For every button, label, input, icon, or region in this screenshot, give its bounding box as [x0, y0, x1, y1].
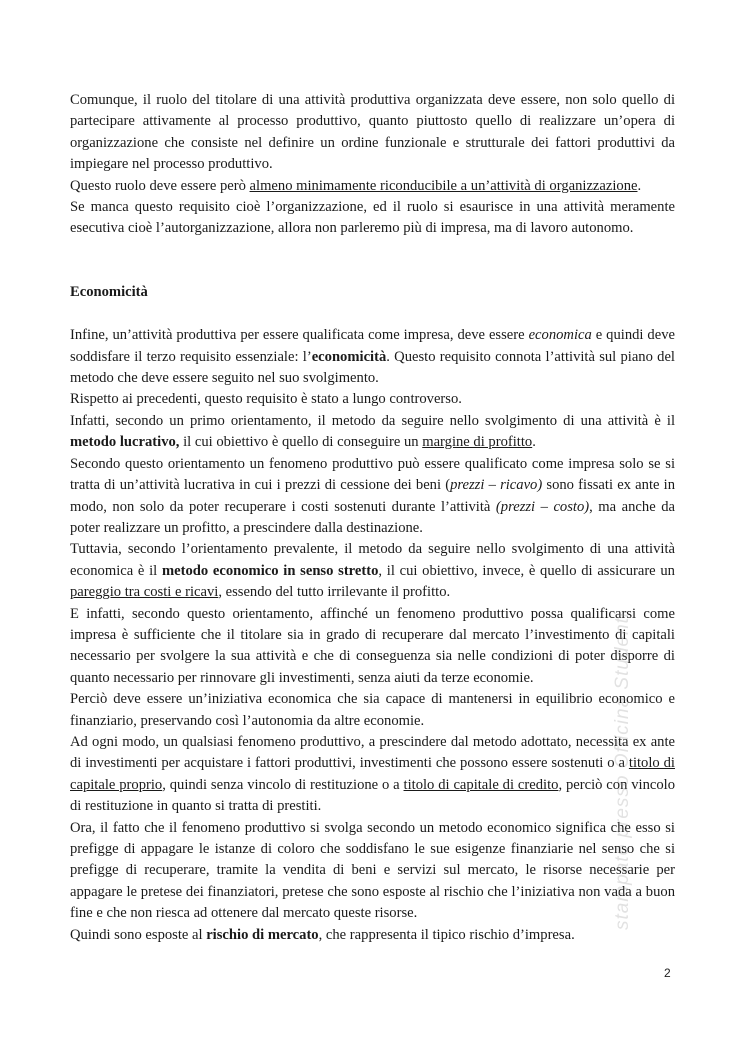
text-span: , ma anche da poter realizzare un profitto, a prescindere dalla destinazione.	[70, 498, 675, 536]
text-span: , perciò con vincolo di restituzione in quanto si tratta di prestiti.	[70, 776, 676, 815]
text-span: , che rappresenta il tipico rischio d’impresa.	[318, 926, 575, 943]
text-span: Tuttavia, secondo l’orientamento prevalente, il metodo da seguire nello svolgimento di una attività economica è il	[70, 541, 675, 579]
paragraph-economicita	[70, 325, 675, 946]
text-span: Infatti, secondo un primo orientamento, il metodo da seguire nello svolgimento di una attività è il	[70, 412, 675, 429]
page-number: 2	[664, 966, 671, 980]
text-span: Perciò deve essere un’iniziativa economica che sia capace di mantenersi in equilibrio economico e finanziario, preservando così l’autonomia da altre economie.	[70, 691, 675, 729]
text-span: e quindi deve soddisfare il terzo requisito essenziale: l’	[70, 327, 675, 365]
bold-text: metodo economico in senso stretto	[161, 562, 379, 579]
underlined-text: pareggio tra costi e ricavi	[70, 584, 219, 601]
bold-text: rischio di mercato	[206, 926, 319, 943]
bold-text: metodo lucrativo,	[70, 434, 180, 451]
text-span: Rispetto ai precedenti, questo requisito è stato a lungo controverso.	[70, 391, 462, 408]
bold-text: economicità	[311, 348, 387, 365]
text-span: Se manca questo requisito cioè l’organizzazione, ed il ruolo si esaurisce in una attività meramente esecutiva cioè l’autorganizzazione, allora non parleremo più di impresa, ma di lavoro autonomo.	[70, 199, 675, 237]
italic-text: prezzi – ricavo)	[450, 477, 543, 494]
text-span: .	[532, 434, 536, 451]
text-span: sono fissati ex ante in modo, non solo da poter recuperare i costi sostenuti durante l’attività	[70, 477, 676, 515]
italic-text: economica	[528, 327, 592, 344]
text-span: il cui obiettivo è quello di conseguire un	[179, 434, 423, 451]
text-span: Ad ogni modo, un qualsiasi fenomeno produttivo, a prescindere dal metodo adottato, necessita ex ante di investimenti per acquistare i fattori produttivi, investimenti che possono essere sostenuti o a	[70, 733, 675, 772]
underlined-text: margine di profitto	[422, 434, 533, 451]
text-span: . Questo requisito connota l’attività sul piano del metodo che deve essere seguito nel suo svolgimento.	[70, 348, 675, 387]
text-span: Ora, il fatto che il fenomeno produttivo si svolga secondo un metodo economico significa che esso si prefigge di appagare le istanze di coloro che soddisfano le sue esigenze finanziarie nel senso che si prefigge di recuperare, tramite la vendita di beni e servizi sul mercato, le risorse necessarie per appagare le pretese dei finanziatori, pretese che sono esposte al rischio che l’iniziativa non vada a buon fine e che non riesca ad ottenere dal mercato queste risorse.	[70, 819, 675, 922]
text-span: , quindi senza vincolo di restituzione o a	[162, 776, 404, 793]
text-span: Questo ruolo deve essere però	[70, 177, 250, 194]
text-span: , essendo del tutto irrilevante il profitto.	[218, 584, 451, 601]
document-page	[70, 90, 675, 946]
underlined-text: titolo di capitale di credito	[403, 776, 559, 793]
text-span: .	[637, 177, 642, 194]
text-span: Comunque, il ruolo del titolare di una attività produttiva organizzata deve essere, non solo quello di partecipare attivamente al processo produttivo, quanto piuttosto quello di realizzare un’opera di organizzazione che consiste nel definire un ordine funzionale e strutturale dei fattori produttivi da impiegare nel processo produttivo.	[70, 92, 675, 173]
text-span: , il cui obiettivo, invece, è quello di assicurare un	[378, 562, 675, 579]
section-heading: Economicità	[70, 283, 148, 300]
underlined-text: titolo di capitale proprio	[70, 755, 675, 793]
watermark: stampato presso Officina Studenti	[612, 611, 633, 930]
text-span: Secondo questo orientamento un fenomeno produttivo può essere qualificato come impresa solo se si tratta di un’attività lucrativa in cui i prezzi di cessione dei beni (	[70, 455, 675, 494]
text-span: Quindi sono esposte al	[70, 926, 207, 943]
italic-text: (prezzi – costo)	[495, 498, 590, 515]
paragraph-organizzazione	[70, 90, 675, 240]
text-span: E infatti, secondo questo orientamento, affinché un fenomeno produttivo possa qualificarsi come impresa è sufficiente che il titolare sia in grado di recuperare dal mercato l’investimento di capitali necessario per svolgere la sua attività e che di conseguenza sia nelle condizioni di poter disporre di quanto necessario per rinnovare gli investimenti, senza aiuti da terze economie.	[70, 605, 675, 686]
text-span: Infine, un’attività produttiva per essere qualificata come impresa, deve essere	[70, 327, 529, 344]
underlined-text: almeno minimamente riconducibile a un’attività di organizzazione	[249, 177, 638, 194]
